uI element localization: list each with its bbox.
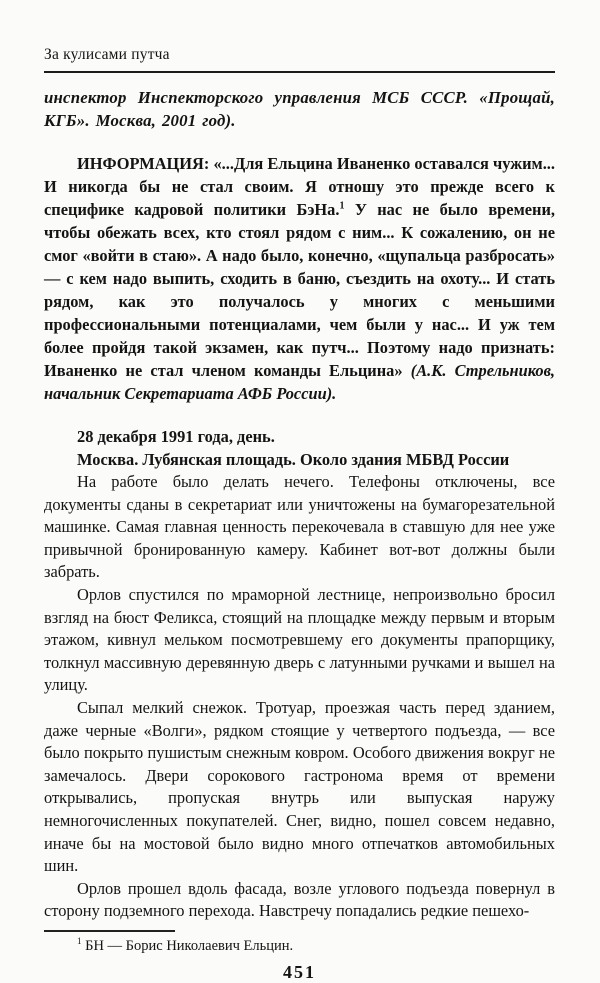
page-content: [44, 86, 555, 923]
page-number: 451: [283, 961, 316, 982]
body-paragraph: Сыпал мелкий снежок. Тротуар, проезжая часть перед зданием, даже черные «Волги», рядком стоящие у четвертого подъезда, — все было покрыто пушистым снежным ковром. Особого движения вокруг не замечалось. Двери сорокового гастронома время от времени открывались, пропуская внутрь или выпуская наружу немногочисленных покупателей. Снег, видно, пошел совсем недавно, иначе бы на мостовой было видно много отпечатков автомобильных шин.: [44, 697, 555, 876]
footnote-marker: 1: [77, 936, 82, 947]
info-quote-attribution: (А.К. Стрельников, начальник Секретариата АФБ России).: [44, 361, 555, 403]
footnote-reference: 1: [339, 200, 345, 212]
footnote-text: БН — Борис Николаевич Ельцин.: [81, 937, 294, 954]
dateline: 28 декабря 1991 года, день.: [77, 427, 275, 446]
info-quote-continuation: У нас не было времени, чтобы обежать всех, кто стоял рядом с ним... К сожалению, он не смог «войти в стаю». А надо было, конечно, «щупальца разбросать» — с кем надо выпить, сходить в баню, съездить на охоту... И стать рядом, как это получалось у многих с меньшими профессиональными потенциалами, чем были у нас... И уж тем более пройдя такой экзамен, как путч... Поэтому надо признать: Иваненко не стал членом команды Ельцина»: [44, 200, 556, 380]
footnote: [44, 937, 555, 956]
body-paragraph: Орлов прошел вдоль фасада, возле углового подъезда повернул в сторону подземного перехода. Навстречу попадались редкие пешехо-: [44, 878, 555, 921]
location-line: Москва. Лубянская площадь. Около здания МБВД России: [77, 450, 510, 469]
running-header: [44, 46, 555, 73]
info-quote-paragraph: [44, 152, 555, 405]
info-quote-text: ИНФОРМАЦИЯ: «...Для Ельцина Иваненко оставался чужим... И никогда бы не стал своим. Я отношу это прежде всего к специфике кадровой политики БэНа.: [44, 154, 555, 219]
footnote-separator: [44, 930, 175, 932]
running-header-title: За кулисами путча: [44, 46, 170, 63]
body-paragraph: На работе было делать нечего. Телефоны отключены, все документы сданы в секретариат или уничтожены на бумагорезательной машинке. Самая главная ценность перекочевала в ставшую для нее уже привычной бронированную камеру. Кабинет вот-вот должны были забрать.: [44, 472, 555, 582]
source-citation: инспектор Инспекторского управления МСБ СССР. «Прощай, КГБ». Москва, 2001 год).: [44, 88, 555, 130]
body-paragraph: Орлов спустился по мраморной лестнице, непроизвольно бросил взгляд на бюст Феликса, стоящий на площадке между первым и вторым этажом, кивнул мельком посмотревшему его документы прапорщику, толкнул массивную деревянную дверь с латунными ручками и вышел на улицу.: [44, 584, 555, 695]
page-footer: [44, 930, 555, 983]
